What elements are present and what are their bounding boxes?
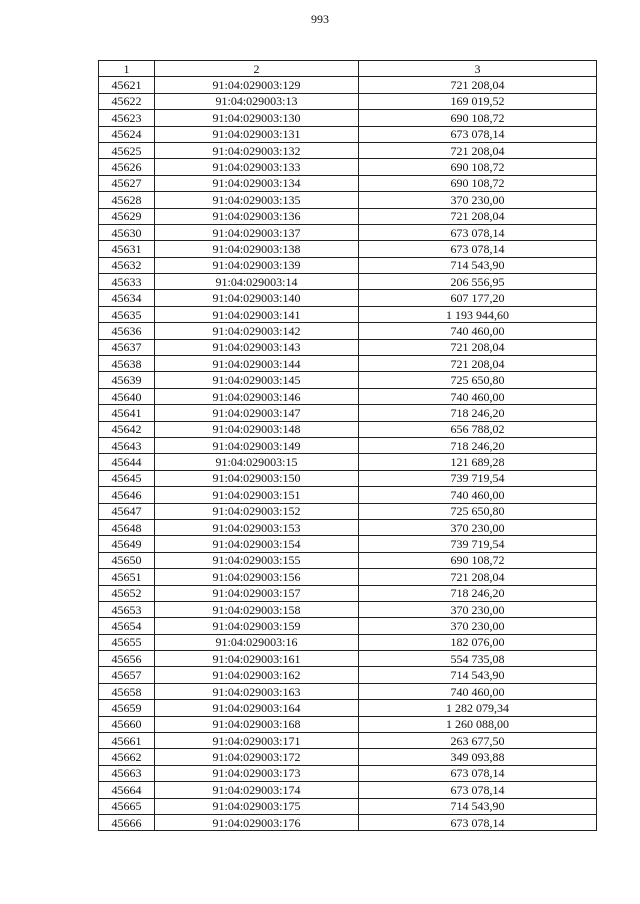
table-row xyxy=(99,765,597,781)
cadastral-number-cell: 91:04:029003:129 xyxy=(155,77,359,93)
cadastral-number-cell: 91:04:029003:142 xyxy=(155,323,359,339)
cadastral-number-cell: 91:04:029003:176 xyxy=(155,814,359,830)
cadastral-number-cell: 91:04:029003:140 xyxy=(155,290,359,306)
cadastral-value-cell: 656 788,02 xyxy=(359,421,597,437)
cadastral-value-cell: 725 650,80 xyxy=(359,503,597,519)
table-row xyxy=(99,667,597,683)
table-row xyxy=(99,454,597,470)
cadastral-number-cell: 91:04:029003:14 xyxy=(155,274,359,290)
cadastral-value-cell: 718 246,20 xyxy=(359,405,597,421)
cadastral-value-cell: 718 246,20 xyxy=(359,437,597,453)
cadastral-value-cell: 554 735,08 xyxy=(359,651,597,667)
cadastral-value-cell: 1 193 944,60 xyxy=(359,306,597,322)
cadastral-value-cell: 370 230,00 xyxy=(359,601,597,617)
cadastral-number-cell: 91:04:029003:146 xyxy=(155,388,359,404)
table-row xyxy=(99,814,597,830)
column-header-2: 2 xyxy=(155,61,359,77)
table-row xyxy=(99,110,597,126)
cadastral-number-cell: 91:04:029003:154 xyxy=(155,536,359,552)
table-row xyxy=(99,372,597,388)
cadastral-value-cell: 673 078,14 xyxy=(359,765,597,781)
cadastral-value-cell: 673 078,14 xyxy=(359,814,597,830)
table-row xyxy=(99,569,597,585)
cadastral-value-cell: 725 650,80 xyxy=(359,372,597,388)
table-row xyxy=(99,683,597,699)
table-row xyxy=(99,323,597,339)
row-number-cell: 45638 xyxy=(99,356,155,372)
cadastral-value-cell: 121 689,28 xyxy=(359,454,597,470)
cadastral-value-cell: 721 208,04 xyxy=(359,142,597,158)
table-row xyxy=(99,142,597,158)
table-row xyxy=(99,487,597,503)
cadastral-number-cell: 91:04:029003:172 xyxy=(155,749,359,765)
cadastral-value-cell: 1 282 079,34 xyxy=(359,700,597,716)
cadastral-value-cell: 721 208,04 xyxy=(359,356,597,372)
row-number-cell: 45635 xyxy=(99,306,155,322)
table-row xyxy=(99,290,597,306)
row-number-cell: 45645 xyxy=(99,470,155,486)
cadastral-number-cell: 91:04:029003:143 xyxy=(155,339,359,355)
cadastral-value-cell: 263 677,50 xyxy=(359,733,597,749)
table-row xyxy=(99,241,597,257)
table-row xyxy=(99,356,597,372)
cadastral-number-cell: 91:04:029003:147 xyxy=(155,405,359,421)
table-row xyxy=(99,208,597,224)
cadastral-number-cell: 91:04:029003:15 xyxy=(155,454,359,470)
cadastral-value-cell: 740 460,00 xyxy=(359,388,597,404)
table-row xyxy=(99,716,597,732)
cadastral-number-cell: 91:04:029003:139 xyxy=(155,257,359,273)
table-row xyxy=(99,519,597,535)
cadastral-value-cell: 739 719,54 xyxy=(359,536,597,552)
cadastral-value-cell: 370 230,00 xyxy=(359,519,597,535)
table-row xyxy=(99,421,597,437)
row-number-cell: 45654 xyxy=(99,618,155,634)
row-number-cell: 45659 xyxy=(99,700,155,716)
cadastral-value-cell: 182 076,00 xyxy=(359,634,597,650)
cadastral-number-cell: 91:04:029003:150 xyxy=(155,470,359,486)
row-number-cell: 45648 xyxy=(99,519,155,535)
cadastral-number-cell: 91:04:029003:152 xyxy=(155,503,359,519)
cadastral-number-cell: 91:04:029003:135 xyxy=(155,192,359,208)
column-header-1: 1 xyxy=(99,61,155,77)
row-number-cell: 45631 xyxy=(99,241,155,257)
cadastral-value-cell: 349 093,88 xyxy=(359,749,597,765)
cadastral-number-cell: 91:04:029003:13 xyxy=(155,93,359,109)
table-row xyxy=(99,585,597,601)
row-number-cell: 45644 xyxy=(99,454,155,470)
cadastral-value-cell: 673 078,14 xyxy=(359,241,597,257)
row-number-cell: 45634 xyxy=(99,290,155,306)
cadastral-number-cell: 91:04:029003:16 xyxy=(155,634,359,650)
table-row xyxy=(99,700,597,716)
cadastral-value-cell: 739 719,54 xyxy=(359,470,597,486)
table-row xyxy=(99,405,597,421)
row-number-cell: 45632 xyxy=(99,257,155,273)
cadastral-number-cell: 91:04:029003:149 xyxy=(155,437,359,453)
row-number-cell: 45623 xyxy=(99,110,155,126)
cadastral-value-cell: 673 078,14 xyxy=(359,782,597,798)
row-number-cell: 45633 xyxy=(99,274,155,290)
row-number-cell: 45662 xyxy=(99,749,155,765)
row-number-cell: 45622 xyxy=(99,93,155,109)
row-number-cell: 45647 xyxy=(99,503,155,519)
row-number-cell: 45636 xyxy=(99,323,155,339)
table-row xyxy=(99,339,597,355)
cadastral-value-cell: 206 556,95 xyxy=(359,274,597,290)
table-row xyxy=(99,257,597,273)
row-number-cell: 45639 xyxy=(99,372,155,388)
row-number-cell: 45663 xyxy=(99,765,155,781)
table-row xyxy=(99,437,597,453)
cadastral-value-cell: 690 108,72 xyxy=(359,175,597,191)
page-number: 993 xyxy=(311,12,329,26)
cadastral-number-cell: 91:04:029003:173 xyxy=(155,765,359,781)
table-row xyxy=(99,175,597,191)
table-row xyxy=(99,634,597,650)
row-number-cell: 45656 xyxy=(99,651,155,667)
cadastral-value-cell: 740 460,00 xyxy=(359,683,597,699)
cadastral-number-cell: 91:04:029003:155 xyxy=(155,552,359,568)
cadastral-value-cell: 721 208,04 xyxy=(359,339,597,355)
row-number-cell: 45651 xyxy=(99,569,155,585)
table-row xyxy=(99,388,597,404)
row-number-cell: 45666 xyxy=(99,814,155,830)
cadastral-number-cell: 91:04:029003:144 xyxy=(155,356,359,372)
cadastral-number-cell: 91:04:029003:132 xyxy=(155,142,359,158)
table-row xyxy=(99,749,597,765)
table-row xyxy=(99,601,597,617)
row-number-cell: 45655 xyxy=(99,634,155,650)
table-row xyxy=(99,552,597,568)
row-number-cell: 45626 xyxy=(99,159,155,175)
table-row xyxy=(99,93,597,109)
table-row xyxy=(99,192,597,208)
cadastral-number-cell: 91:04:029003:158 xyxy=(155,601,359,617)
header-row xyxy=(99,61,597,77)
cadastral-number-cell: 91:04:029003:162 xyxy=(155,667,359,683)
cadastral-value-cell: 370 230,00 xyxy=(359,618,597,634)
cadastral-number-cell: 91:04:029003:148 xyxy=(155,421,359,437)
table-row xyxy=(99,126,597,142)
cadastral-number-cell: 91:04:029003:130 xyxy=(155,110,359,126)
cadastral-value-cell: 740 460,00 xyxy=(359,323,597,339)
column-header-3: 3 xyxy=(359,61,597,77)
row-number-cell: 45627 xyxy=(99,175,155,191)
table-header xyxy=(99,61,597,77)
row-number-cell: 45650 xyxy=(99,552,155,568)
cadastral-number-cell: 91:04:029003:171 xyxy=(155,733,359,749)
cadastral-value-cell: 1 260 088,00 xyxy=(359,716,597,732)
cadastral-value-cell: 721 208,04 xyxy=(359,77,597,93)
table-row xyxy=(99,224,597,240)
cadastral-value-cell: 370 230,00 xyxy=(359,192,597,208)
cadastral-number-cell: 91:04:029003:168 xyxy=(155,716,359,732)
cadastral-value-cell: 721 208,04 xyxy=(359,569,597,585)
table-row xyxy=(99,651,597,667)
cadastral-value-cell: 714 543,90 xyxy=(359,257,597,273)
row-number-cell: 45624 xyxy=(99,126,155,142)
cadastral-value-cell: 721 208,04 xyxy=(359,208,597,224)
cadastral-number-cell: 91:04:029003:174 xyxy=(155,782,359,798)
row-number-cell: 45660 xyxy=(99,716,155,732)
cadastral-value-cell: 690 108,72 xyxy=(359,552,597,568)
cadastral-number-cell: 91:04:029003:161 xyxy=(155,651,359,667)
cadastral-value-cell: 714 543,90 xyxy=(359,798,597,814)
cadastral-number-cell: 91:04:029003:151 xyxy=(155,487,359,503)
row-number-cell: 45665 xyxy=(99,798,155,814)
row-number-cell: 45649 xyxy=(99,536,155,552)
cadastral-number-cell: 91:04:029003:175 xyxy=(155,798,359,814)
table-row xyxy=(99,77,597,93)
table-row xyxy=(99,733,597,749)
table-row xyxy=(99,798,597,814)
table-row xyxy=(99,536,597,552)
cadastral-value-cell: 740 460,00 xyxy=(359,487,597,503)
row-number-cell: 45661 xyxy=(99,733,155,749)
table-row xyxy=(99,470,597,486)
cadastral-value-cell: 690 108,72 xyxy=(359,159,597,175)
row-number-cell: 45658 xyxy=(99,683,155,699)
row-number-cell: 45646 xyxy=(99,487,155,503)
table-row xyxy=(99,159,597,175)
table-row xyxy=(99,782,597,798)
table-row xyxy=(99,306,597,322)
cadastral-value-cell: 690 108,72 xyxy=(359,110,597,126)
cadastral-value-cell: 714 543,90 xyxy=(359,667,597,683)
cadastral-number-cell: 91:04:029003:153 xyxy=(155,519,359,535)
row-number-cell: 45664 xyxy=(99,782,155,798)
row-number-cell: 45643 xyxy=(99,437,155,453)
cadastral-number-cell: 91:04:029003:137 xyxy=(155,224,359,240)
cadastral-value-cell: 673 078,14 xyxy=(359,224,597,240)
row-number-cell: 45630 xyxy=(99,224,155,240)
cadastral-number-cell: 91:04:029003:133 xyxy=(155,159,359,175)
table-body xyxy=(99,77,597,831)
table-row xyxy=(99,274,597,290)
cadastral-value-cell: 718 246,20 xyxy=(359,585,597,601)
row-number-cell: 45657 xyxy=(99,667,155,683)
cadastral-number-cell: 91:04:029003:141 xyxy=(155,306,359,322)
table-row xyxy=(99,618,597,634)
cadastral-value-cell: 169 019,52 xyxy=(359,93,597,109)
cadastral-number-cell: 91:04:029003:134 xyxy=(155,175,359,191)
cadastral-number-cell: 91:04:029003:163 xyxy=(155,683,359,699)
cadastral-value-cell: 673 078,14 xyxy=(359,126,597,142)
row-number-cell: 45621 xyxy=(99,77,155,93)
table-row xyxy=(99,503,597,519)
cadastral-number-cell: 91:04:029003:138 xyxy=(155,241,359,257)
row-number-cell: 45641 xyxy=(99,405,155,421)
cadastral-number-cell: 91:04:029003:157 xyxy=(155,585,359,601)
cadastral-number-cell: 91:04:029003:164 xyxy=(155,700,359,716)
cadastral-number-cell: 91:04:029003:136 xyxy=(155,208,359,224)
row-number-cell: 45653 xyxy=(99,601,155,617)
cadastral-number-cell: 91:04:029003:145 xyxy=(155,372,359,388)
cadastral-value-table xyxy=(98,60,597,831)
row-number-cell: 45637 xyxy=(99,339,155,355)
cadastral-number-cell: 91:04:029003:156 xyxy=(155,569,359,585)
row-number-cell: 45628 xyxy=(99,192,155,208)
row-number-cell: 45629 xyxy=(99,208,155,224)
row-number-cell: 45642 xyxy=(99,421,155,437)
row-number-cell: 45625 xyxy=(99,142,155,158)
cadastral-value-cell: 607 177,20 xyxy=(359,290,597,306)
row-number-cell: 45640 xyxy=(99,388,155,404)
row-number-cell: 45652 xyxy=(99,585,155,601)
cadastral-number-cell: 91:04:029003:131 xyxy=(155,126,359,142)
cadastral-number-cell: 91:04:029003:159 xyxy=(155,618,359,634)
